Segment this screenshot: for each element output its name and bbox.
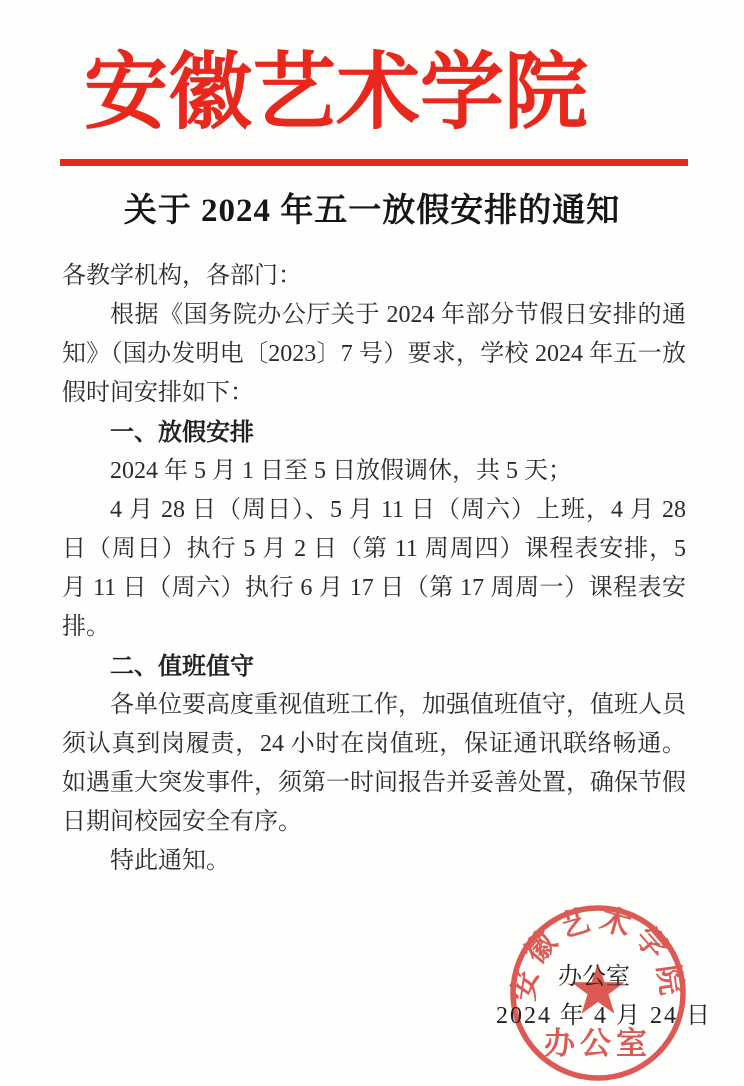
- signature-date: 2024 年 4 月 24 日: [496, 1003, 712, 1029]
- section2-heading: 二、值班值守: [110, 653, 254, 681]
- salutation: 各教学机构，各部门：: [62, 263, 302, 290]
- intro-paragraph: 根据《国务院办公厅关于 2024 年部分节假日安排的通知》（国办发明电〔2023〕7 号）要求，学校 2024 年五一放假时间安排如下：: [62, 302, 686, 407]
- document-title: 关于 2024 年五一放假安排的通知: [123, 193, 621, 230]
- letterhead-divider: [60, 159, 688, 166]
- section1-paragraph-1: 2024 年 5 月 1 日至 5 日放假调休，共 5 天；: [110, 458, 572, 485]
- signature-block: [496, 958, 712, 1036]
- seal-arc-text: 安徽艺术学院: [507, 902, 689, 1004]
- closing-line: 特此通知。: [110, 848, 230, 875]
- section1-paragraph-2: 4 月 28 日（周日）、5 月 11 日（周六）上班，4 月 28 日（周日）执行 5 月 2 日（第 11 周周四）课程表安排，5 月 11 日（周六）执行 6 月 17 日（第 17 周周一）课程表安排。: [62, 497, 686, 641]
- signature-department: 办公室: [558, 964, 630, 990]
- section2-paragraph-1: 各单位要高度重视值班工作，加强值班值守，值班人员须认真到岗履责，24 小时在岗值班，保证通讯联络畅通。如遇重大突发事件，须第一时间报告并妥善处置，确保节假日期间校园安全有序。: [62, 692, 686, 836]
- section1-heading: 一、放假安排: [110, 419, 254, 447]
- document-body: [62, 257, 686, 881]
- school-letterhead: 安徽艺术学院: [84, 47, 589, 140]
- seal-bottom-text: 办公室: [544, 1026, 652, 1061]
